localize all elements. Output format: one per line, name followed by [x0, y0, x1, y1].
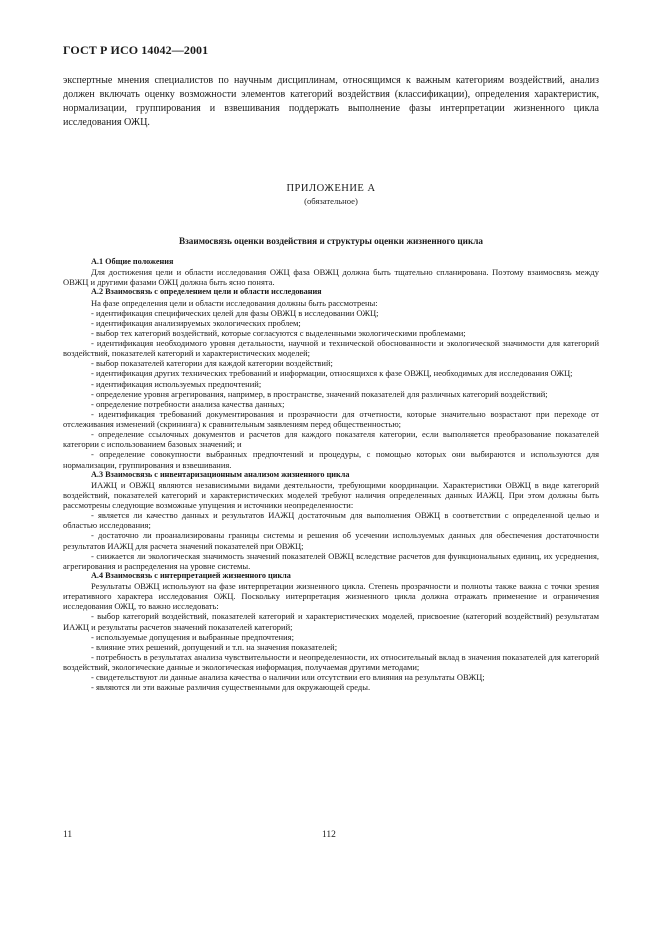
list-item: - идентификация специфических целей для фазы ОВЖЦ в исследовании ОЖЦ;	[91, 307, 379, 318]
section-heading: А.4 Взаимосвязь с интерпретацией жизненного цикла	[91, 570, 291, 580]
intro-paragraph: экспертные мнения специалистов по научным дисциплинам, относящимся к важным категориям воздействий, анализ должен включать оценку возможности элементов категорий воздействия (классификации), определения характеристик, нормализации, группирования и взвешивания поддержать выполнение фазы интерпретации жизненного цикла исследования ОЖЦ.	[63, 75, 599, 128]
paragraph: ИАЖЦ и ОВЖЦ являются независимыми видами деятельности, требующими координации. Характеристики ОВЖЦ в виде категорий воздействий, показателей категорий и характеристических моделей требуют наличия определенных данных ИАЖЦ. При этом должны быть рассмотрены следующие возможные упущения и источники неопределенности:	[63, 479, 599, 510]
list-item: - используемые допущения и выбранные предпочтения;	[91, 631, 294, 642]
paragraph: Результаты ОВЖЦ используют на фазе интерпретации жизненного цикла. Степень прозрачности и полноты также важна с точки зрения итеративного характера исследования ОЖЦ. Поскольку интерпретация жизненного цикла должна отражать применение и ограничения исследования ОЖЦ, то важно исследовать:	[63, 581, 599, 612]
list-item: - являются ли эти важные различия существенными для окружающей среды.	[91, 682, 371, 693]
annex-subtitle: (обязательное)	[304, 196, 358, 206]
list-item: - выбор показателей категории для каждой категории воздействий;	[91, 358, 333, 369]
list-item: - достаточно ли проанализированы границы системы и решения об усечении используемых данных для обеспечения достаточности результатов ИАЖЦ для расчета значений показателей при ОВЖЦ;	[63, 530, 599, 551]
list-item: - выбор тех категорий воздействий, которые согласуются с выделенными экологическими проблемами;	[91, 327, 466, 338]
section-a1	[63, 257, 599, 287]
list-item: - идентификация требований документирования и прозрачности для отчетности, которые значительно возрастают при переходе от отслеживания изменений (скрининга) к сравнительным заявлениям перед общественностью;	[63, 408, 599, 429]
list-item: - идентификация необходимого уровня детальности, научной и технической обоснованности и экологической значимости для категорий воздействий, показателей категорий и характеристических моделей;	[63, 338, 599, 359]
list-item: - влияние этих решений, допущений и т.п. на значения показателей;	[91, 641, 338, 652]
standard-header: ГОСТ Р ИСО 14042—2001	[63, 43, 209, 57]
list-item: - определение потребности анализа качества данных;	[91, 398, 285, 409]
list-item: - потребность в результатах анализа чувствительности и неопределенности, их относительный вклад в значения показателей для категорий воздействий, экологические данные и экологическая информация, получаемая другими методами;	[63, 651, 599, 672]
section-heading: А.2 Взаимосвязь с определением цели и области исследования	[91, 287, 322, 297]
page-number-center: 112	[322, 830, 336, 840]
annex-heading: Взаимосвязь оценки воздействия и структуры оценки жизненного цикла	[178, 236, 483, 246]
section-a2	[63, 287, 599, 469]
annex-body	[63, 257, 599, 692]
list-item: - определение уровня агрегирования, например, в пространстве, значений показателей для различных категорий воздействий;	[91, 388, 548, 399]
section-heading: А.3 Взаимосвязь с инвентаризационным анализом жизненного цикла	[91, 469, 350, 479]
list-item: - снижается ли экологическая значимость значений показателей ОВЖЦ вследствие расчетов для функциональных единиц, их усреднения, агрегирования и распределения на уровне системы.	[63, 550, 599, 571]
list-item: - является ли качество данных и результатов ИАЖЦ достаточным для выполнения ОВЖЦ в соответствии с определенной целью и областью исследования;	[63, 510, 599, 531]
section-a4	[63, 571, 599, 693]
list-item: - определение ссылочных документов и расчетов для каждого показателя категории, если выполняется преобразование показателей категории с использованием базовых значений; и	[63, 429, 599, 450]
list-item: - идентификация анализируемых экологических проблем;	[91, 317, 301, 328]
section-heading: А.1 Общие положения	[91, 257, 174, 266]
list-item: - выбор категорий воздействий, показателей категорий и характеристических моделей, присвоение (категорий воздействий) результатам ИАЖЦ и результаты расчетов значений показателей категорий;	[63, 611, 599, 632]
page-number-left: 11	[63, 830, 73, 840]
section-a3	[63, 470, 599, 571]
paragraph: Для достижения цели и области исследования ОЖЦ фаза ОВЖЦ должна быть тщательно спланирована. Поэтому взаимосвязь между ОВЖЦ и другими фазами ОЖЦ должна быть ясно понята.	[63, 267, 599, 288]
list-item: - идентификация используемых предпочтений;	[91, 378, 262, 389]
annex-title: ПРИЛОЖЕНИЕ А	[286, 183, 376, 194]
list-item: - свидетельствуют ли данные анализа качества о наличии или отсутствии его влияния на результаты ОВЖЦ;	[91, 672, 485, 683]
list-item: - идентификация других технических требований и информации, относящихся к фазе ОВЖЦ, необходимых для исследования ОЖЦ;	[91, 368, 573, 379]
paragraph: На фазе определения цели и области исследования должны быть рассмотрены:	[91, 297, 378, 308]
list-item: - определение совокупности выбранных предпочтений и процедуры, с помощью которых они выбираются и используются для нормализации, группирования и взвешивания.	[63, 449, 599, 470]
